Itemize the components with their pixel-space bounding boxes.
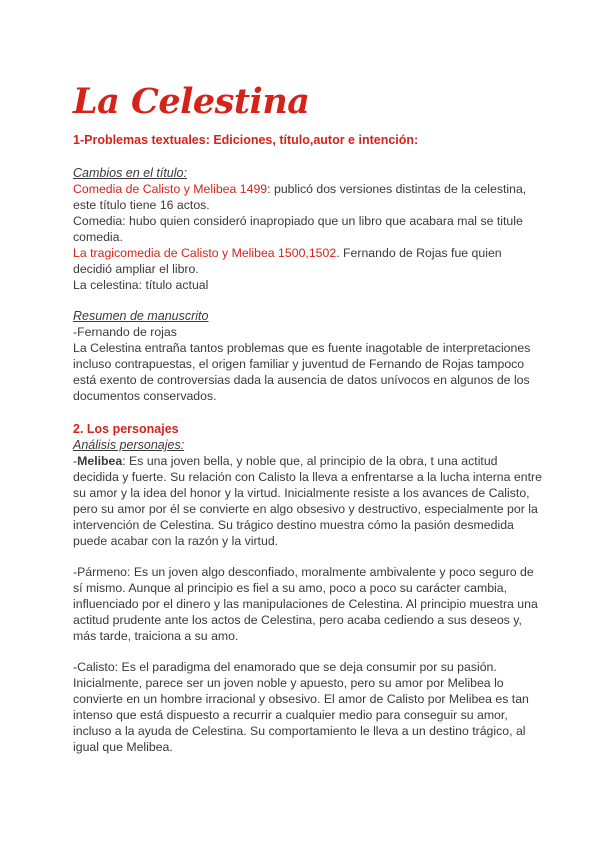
title-change-1-name: Comedia de Calisto y Melibea 1499 [73, 182, 268, 196]
melibea-prefix: - [73, 454, 78, 468]
title-changes-heading: Cambios en el título: [73, 166, 187, 180]
document-title: La Celestina [73, 81, 310, 122]
title-change-item-3 [73, 245, 543, 277]
title-change-item-4: La celestina: título actual [73, 278, 209, 292]
title-change-3-text: . Fernando de Rojas fue quien decidió ampliar el libro. [73, 246, 502, 276]
melibea-name: Melibea [77, 454, 123, 468]
manuscript-heading: Resumen de manuscrito [73, 309, 209, 323]
calisto-paragraph: -Calisto: Es el paradigma del enamorado que se deja consumir por su pasión. Inicialmente, parece ser un joven noble y apuesto, pero su amor por Melibea lo convierte en un hombre irracional y obsesivo. El amor de Calisto por Melibea es tan intenso que está dispuesto a recurrir a cualquier medio para conseguir su amor, incluso a la ayuda de Celestina. Su comportamiento le lleva a un destino trágico, al igual que Melibea. [73, 660, 529, 754]
title-change-item-2: Comedia: hubo quien consideró inapropiado que un libro que acabara mal se titule comedia. [73, 214, 523, 244]
title-change-1-text: : publicó dos versiones distintas de la celestina, este título tiene 16 actos. [73, 182, 527, 212]
title-change-item-1 [73, 181, 543, 213]
document-content [73, 80, 543, 755]
melibea-text: : Es una joven bella, y noble que, al principio de la obra, t una actitud decidida y fuerte. Su relación con Calisto la lleva a enfrentarse a la lucha interna entre su amor y la idea del honor y la virtud. Inicialmente resiste a los avances de Calisto, pero su amor por él se convierte en algo obsesivo y destructivo, especialmente por la intervención de Celestina. Su trágico destino muestra cómo la pasión desmedida puede acabar con la razón y la virtud. [73, 454, 542, 548]
manuscript-paragraph: La Celestina entraña tantos problemas que es fuente inagotable de interpretaciones incluso contrapuestas, el origen familiar y juventud de Fernando de Rojas tampoco está exento de controversias dada la ausencia de datos unívocos en algunos de los documentos conservados. [73, 341, 531, 403]
title-change-3-name: La tragicomedia de Calisto y Melibea 1500,1502 [73, 246, 337, 260]
melibea-paragraph [73, 453, 543, 549]
characters-subheading: Análisis personajes: [73, 438, 185, 452]
section1-heading: 1-Problemas textuales: Ediciones, título,autor e intención: [73, 133, 419, 147]
section2-heading: 2. Los personajes [73, 422, 179, 436]
manuscript-author: -Fernando de rojas [73, 325, 177, 339]
parmeno-paragraph: -Pármeno: Es un joven algo desconfiado, moralmente ambivalente y poco seguro de sí mismo. Aunque al principio es fiel a su amo, poco a poco su carácter cambia, influenciado por el dinero y las manipulaciones de Celestina. Al principio muestra una actitud prudente ante los actos de Celestina, pero acaba cediendo a sus deseos y, más tarde, traiciona a su amo. [73, 565, 538, 643]
